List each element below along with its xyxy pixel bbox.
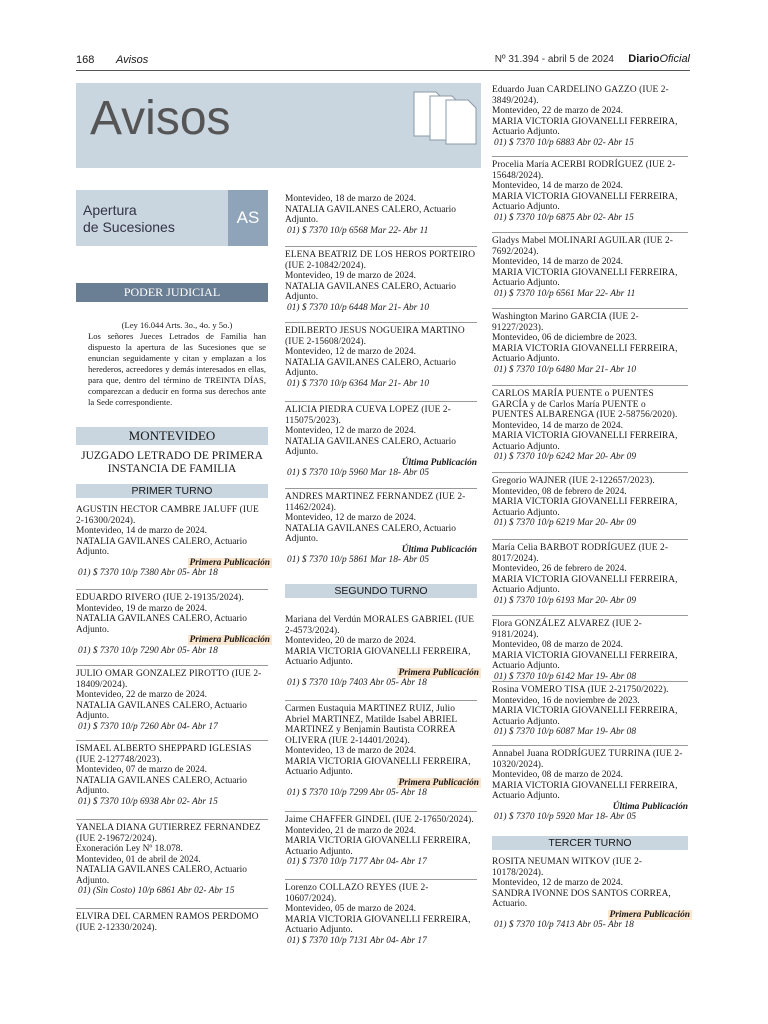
notice-line: Montevideo, 14 de marzo de 2024.	[492, 420, 623, 431]
notice	[492, 619, 688, 682]
notice-separator	[285, 879, 477, 880]
notice-reference: 01) $ 7370 10/p 7403 Abr 05- Abr 18	[287, 678, 427, 688]
notice-line: Montevideo, 26 de febrero de 2024.	[492, 564, 627, 574]
notice-reference: 01) $ 7370 10/p 6219 Mar 20- Abr 09	[494, 518, 637, 528]
notice-separator	[76, 589, 268, 590]
notice-line: MARIA VICTORIA GIOVANELLI FERREIRA, Actuario Adjunto.	[285, 756, 471, 777]
notice	[285, 615, 477, 689]
notice	[285, 492, 477, 566]
notice-line: Montevideo, 14 de marzo de 2024.	[76, 526, 207, 536]
notice	[285, 250, 477, 313]
notice	[492, 476, 688, 529]
notice-line: NATALIA GAVILANES CALERO, Actuario Adjunto.	[285, 523, 456, 544]
notice-line: NATALIA GAVILANES CALERO, Actuario Adjunto.	[285, 436, 456, 457]
notice-line: MARIA VICTORIA GIOVANELLI FERREIRA, Actuario Adjunto.	[285, 914, 471, 935]
notice-line: NATALIA GAVILANES CALERO, Actuario Adjunto.	[76, 700, 247, 721]
notice	[492, 85, 688, 148]
notice	[492, 160, 688, 223]
notice-line: MARIA VICTORIA GIOVANELLI FERREIRA, Actuario Adjunto.	[492, 780, 678, 801]
notice-separator	[285, 322, 477, 323]
primera-publicacion-label: Primera Publicación	[398, 777, 479, 788]
notice-heading: ROSITA NEUMAN WITKOV (IUE 2-10178/2024).	[492, 857, 643, 878]
notice-reference: 01) $ 7370 10/p 6448 Mar 21- Abr 10	[287, 302, 430, 313]
notice-separator	[285, 401, 477, 402]
juzgado-heading: JUZGADO LETRADO DE PRIMERA INSTANCIA DE FAMILIA	[81, 450, 263, 475]
notice-separator	[492, 472, 688, 473]
notice-heading: María Celia BARBOT RODRÍGUEZ (IUE 2-8017/2024).	[492, 543, 669, 564]
notice-line: Montevideo, 18 de marzo de 2024.	[285, 194, 416, 204]
notice-reference: 01) $ 7370 10/p 7131 Abr 04- Abr 17	[287, 935, 427, 946]
notice-line: MARIA VICTORIA GIOVANELLI FERREIRA, Actuario Adjunto.	[492, 191, 678, 212]
notice-reference: 01) $ 7370 10/p 7380 Abr 05- Abr 18	[78, 568, 218, 578]
notice-reference: 01) $ 7370 10/p 7260 Abr 04- Abr 17	[78, 721, 218, 732]
notice-heading: Rosina VOMERO TISA (IUE 2-21750/2022).	[492, 685, 669, 695]
notice-heading: ELVIRA DEL CARMEN RAMOS PERDOMO (IUE 2-12330/2024).	[76, 912, 259, 933]
montevideo-heading: MONTEVIDEO	[76, 427, 268, 445]
notice-line: Montevideo, 01 de abril de 2024.	[76, 854, 201, 865]
notice-heading: AGUSTIN HECTOR CAMBRE JALUFF (IUE 2-16300/2024).	[76, 505, 259, 526]
notice-reference: 01) $ 7370 10/p 6364 Mar 21- Abr 10	[287, 378, 430, 389]
notice-line: Montevideo, 14 de marzo de 2024.	[492, 181, 623, 191]
notice-heading: YANELA DIANA GUTIERREZ FERNANDEZ (IUE 2-19672/2024).	[76, 823, 261, 844]
notice-reference: 01) $ 7370 10/p 6193 Mar 20- Abr 09	[494, 595, 637, 606]
notice-reference: 01) $ 7370 10/p 6883 Abr 02- Abr 15	[494, 137, 634, 148]
notice-line: NATALIA GAVILANES CALERO, Actuario Adjunto.	[285, 357, 456, 378]
notice-line: Montevideo, 19 de marzo de 2024.	[76, 603, 207, 614]
primera-publicacion-label: Primera Publicación	[189, 635, 270, 645]
notice-heading: Mariana del Verdún MORALES GABRIEL (IUE 2-4573/2024).	[285, 615, 475, 636]
notice-line: Montevideo, 14 de marzo de 2024.	[492, 257, 623, 267]
primera-publicacion-label: Primera Publicación	[398, 667, 479, 678]
primera-publicacion	[76, 558, 272, 569]
notice-line: Montevideo, 22 de marzo de 2024.	[76, 690, 207, 700]
notice-heading: ANDRES MARTINEZ FERNANDEZ (IUE 2-11462/2024).	[285, 492, 466, 513]
notice-line: Montevideo, 12 de marzo de 2024.	[285, 513, 416, 523]
notice-line: MARIA VICTORIA GIOVANELLI FERREIRA, Actuario Adjunto.	[492, 650, 678, 671]
notice	[76, 593, 268, 656]
notice	[76, 744, 268, 807]
notice-line: Montevideo, 13 de marzo de 2024.	[285, 746, 416, 756]
notice-heading: Gregorio WAJNER (IUE 2-122657/2023).	[492, 476, 655, 486]
notice-reference: 01) $ 7370 10/p 5861 Mar 18- Abr 05	[287, 555, 430, 565]
notice-line: Montevideo, 07 de marzo de 2024.	[76, 765, 207, 775]
notice-line: NATALIA GAVILANES CALERO, Actuario Adjunto.	[76, 775, 247, 796]
notice-heading: Jaime CHAFFER GINDEL (IUE 2-17650/2024).	[285, 815, 474, 825]
intro-text	[88, 320, 266, 408]
notice-line: MARIA VICTORIA GIOVANELLI FERREIRA, Actuario Adjunto.	[492, 706, 678, 727]
notice-line: NATALIA GAVILANES CALERO, Actuario Adjunto.	[285, 281, 456, 302]
notice-line: Montevideo, 19 de marzo de 2024.	[285, 271, 416, 281]
intro-paragraph: Los señores Jueces Letrados de Familia han dispuesto la apertura de las Sucesiones que se enuncian seguidamente y citan y emplazan a los herederos, acreedores y demás interesados en ellas, para que, dentro del término de TREINTA DÍAS, comparezcan a deducir en forma sus derechos ante la Sede correspondiente.	[88, 331, 266, 407]
notice-heading: Washington Marino GARCIA (IUE 2-91227/2023).	[492, 312, 639, 333]
notice	[285, 815, 477, 868]
notice-separator	[492, 745, 688, 746]
notice-heading: ALICIA PIEDRA CUEVA LOPEZ (IUE 2-115075/2023).	[285, 405, 451, 426]
tercer-turno-heading: TERCER TURNO	[492, 836, 688, 850]
notice-reference: 01) $ 7370 10/p 6568 Mar 22- Abr 11	[287, 225, 429, 236]
primera-publicacion	[285, 778, 481, 789]
primera-publicacion	[285, 668, 481, 679]
documents-icon	[410, 86, 480, 156]
notice-line: Montevideo, 12 de marzo de 2024.	[285, 426, 416, 436]
notice-reference: 01) $ 7370 10/p 6938 Abr 02- Abr 15	[78, 796, 218, 807]
notice-heading: ISMAEL ALBERTO SHEPPARD IGLESIAS (IUE 2-127748/2023).	[76, 744, 252, 765]
notice-reference: 01) (Sin Costo) 10/p 6861 Abr 02- Abr 15	[78, 886, 235, 896]
notice	[492, 685, 688, 738]
notice-line: MARIA VICTORIA GIOVANELLI FERREIRA, Actuario Adjunto.	[492, 574, 678, 595]
notice-line: MARIA VICTORIA GIOVANELLI FERREIRA, Actuario Adjunto.	[492, 497, 678, 518]
notice	[76, 505, 268, 579]
page-header	[76, 52, 690, 71]
notice-heading: Procelia María ACERBI RODRÍGUEZ (IUE 2-15648/2024).	[492, 160, 676, 181]
notice-line: MARIA VICTORIA GIOVANELLI FERREIRA, Actuario Adjunto.	[285, 836, 471, 857]
notice-heading: Eduardo Juan CARDELINO GAZZO (IUE 2-3849/2024).	[492, 85, 669, 106]
notice-separator	[492, 539, 688, 540]
notice-reference: 01) $ 7370 10/p 7290 Abr 05- Abr 18	[78, 645, 218, 656]
notice-separator	[285, 246, 477, 247]
poder-judicial-heading: PODER JUDICIAL	[76, 283, 268, 302]
notice-line: Montevideo, 16 de noviembre de 2023.	[492, 695, 640, 706]
notice-line: NATALIA GAVILANES CALERO, Actuario Adjunto.	[285, 204, 456, 225]
notice-reference: 01) $ 7370 10/p 5920 Mar 18- Abr 05	[494, 812, 637, 822]
section-abbr: AS	[228, 190, 268, 246]
notice-separator	[285, 700, 477, 701]
notice-line: MARIA VICTORIA GIOVANELLI FERREIRA, Actuario Adjunto.	[492, 343, 678, 364]
notice-separator	[76, 740, 268, 741]
notice-line: Montevideo, 08 de febrero de 2024.	[492, 486, 627, 497]
notice-heading: ELENA BEATRIZ DE LOS HEROS PORTEIRO (IUE 2-10842/2024).	[285, 250, 476, 271]
notice	[492, 389, 688, 463]
notice-separator	[492, 232, 688, 233]
notice-heading: Annabel Juana RODRÍGUEZ TURRINA (IUE 2-10320/2024).	[492, 749, 683, 770]
notice-reference: 01) $ 7370 10/p 6480 Mar 21- Abr 10	[494, 364, 637, 375]
notice-heading: CARLOS MARÍA PUENTE o PUENTES GARCÍA y de Carlos María PUENTE o PUENTES ALBARENGA (IUE 2-58756/2020).	[492, 389, 678, 420]
notice-reference: 01) $ 7370 10/p 7413 Abr 05- Abr 18	[494, 920, 634, 930]
notice-line: Montevideo, 22 de marzo de 2024.	[492, 106, 623, 116]
notice-line: Montevideo, 05 de marzo de 2024.	[285, 904, 416, 914]
section-box-line1: Apertura	[83, 202, 137, 218]
notice	[285, 704, 477, 799]
notice	[492, 236, 688, 299]
notice	[285, 194, 477, 236]
notice-separator	[285, 811, 477, 812]
notice	[492, 749, 688, 823]
notice-line: MARIA VICTORIA GIOVANELLI FERREIRA, Actuario Adjunto.	[285, 646, 471, 667]
notice-heading: Flora GONZÁLEZ ALVAREZ (IUE 2-9181/2024).	[492, 619, 642, 640]
notice-heading: Lorenzo COLLAZO REYES (IUE 2-10607/2024).	[285, 883, 429, 904]
notice-heading: Carmen Eustaquia MARTINEZ RUIZ, Julio Abriel MARTINEZ, Matilde Isabel ABRIEL MARTINEZ y Benjamin Bautista CORREA OLIVERA (IUE 2-14401/2024).	[285, 704, 457, 746]
notice-separator	[76, 908, 268, 909]
notice-line: MARIA VICTORIA GIOVANELLI FERREIRA, Actuario Adjunto.	[492, 431, 678, 452]
notice-line: Montevideo, 12 de marzo de 2024.	[285, 347, 416, 357]
section-box	[76, 190, 268, 246]
notice	[76, 912, 268, 933]
notice	[285, 883, 477, 946]
notice-line: SANDRA IVONNE DOS SANTOS CORREA, Actuario.	[492, 888, 671, 909]
notice	[285, 405, 477, 479]
notice	[285, 326, 477, 389]
notice	[76, 823, 268, 897]
notice-separator	[76, 819, 268, 820]
notice-separator	[76, 665, 268, 666]
ultima-publicacion: Última Publicación	[401, 544, 477, 555]
primera-publicacion	[76, 635, 272, 646]
notice	[492, 312, 688, 375]
notice-line: NATALIA GAVILANES CALERO, Actuario Adjunto.	[76, 614, 247, 635]
ultima-publicacion: Última Publicación	[612, 801, 688, 812]
page-number: 168	[76, 54, 95, 66]
notice-reference: 01) $ 7370 10/p 6087 Mar 19- Abr 08	[494, 727, 637, 737]
ultima-publicacion: Última Publicación	[401, 457, 477, 468]
notice-separator	[492, 308, 688, 309]
notice-line: NATALIA GAVILANES CALERO, Actuario Adjunto.	[76, 536, 247, 557]
notice-separator	[285, 488, 477, 489]
notice-line: Montevideo, 12 de marzo de 2024.	[492, 878, 623, 888]
law-reference: (Ley 16.044 Arts. 3o., 4o. y 5o.)	[121, 320, 233, 330]
notice-line: Montevideo, 20 de marzo de 2024.	[285, 636, 416, 646]
notice-reference: 01) $ 7370 10/p 7299 Abr 05- Abr 18	[287, 788, 427, 798]
notice-reference: 01) $ 7370 10/p 6142 Mar 19- Abr 08	[494, 671, 637, 682]
notice-line: NATALIA GAVILANES CALERO, Actuario Adjunto.	[76, 865, 247, 886]
banner-title: Avisos	[90, 92, 231, 145]
notice-line: Montevideo, 06 de diciembre de 2023.	[492, 333, 638, 343]
issue-info: Nº 31.394 - abril 5 de 2024	[494, 54, 614, 65]
section-box-line2: de Sucesiones	[83, 219, 175, 235]
notice-separator	[492, 156, 688, 157]
notice-reference: 01) $ 7370 10/p 5960 Mar 18- Abr 05	[287, 468, 430, 478]
notice-reference: 01) $ 7370 10/p 7177 Abr 04- Abr 17	[287, 857, 427, 867]
notice	[492, 857, 688, 931]
segundo-turno-heading: SEGUNDO TURNO	[285, 584, 477, 598]
primera-publicacion	[492, 910, 692, 921]
notice-separator	[492, 385, 688, 386]
notice-reference: 01) $ 7370 10/p 6875 Abr 02- Abr 15	[494, 212, 634, 223]
notice-line: MARIA VICTORIA GIOVANELLI FERREIRA, Actuario Adjunto.	[492, 116, 678, 137]
notice-separator	[492, 681, 688, 682]
notice-line: Montevideo, 08 de marzo de 2024.	[492, 770, 623, 780]
notice-separator	[492, 615, 688, 616]
notice-reference: 01) $ 7370 10/p 6561 Mar 22- Abr 11	[494, 288, 636, 299]
notice-line: MARIA VICTORIA GIOVANELLI FERREIRA, Actuario Adjunto.	[492, 267, 678, 288]
notice-heading: JULIO OMAR GONZALEZ PIROTTO (IUE 2-18409/2024).	[76, 669, 262, 690]
section-name: Avisos	[116, 54, 149, 66]
notice-heading: EDUARDO RIVERO (IUE 2-19135/2024).	[76, 593, 244, 603]
notice-line: Montevideo, 08 de marzo de 2024.	[492, 640, 623, 650]
notice-reference: 01) $ 7370 10/p 6242 Mar 20- Abr 09	[494, 452, 637, 462]
notice	[76, 669, 268, 732]
notice	[492, 543, 688, 606]
primera-publicacion-label: Primera Publicación	[609, 909, 690, 920]
notice-heading: EDILBERTO JESUS NOGUEIRA MARTINO (IUE 2-15608/2024).	[285, 326, 465, 347]
primera-publicacion-label: Primera Publicación	[189, 557, 270, 568]
primer-turno-heading: PRIMER TURNO	[76, 484, 268, 498]
brand-logo: DiarioOficial	[628, 53, 690, 65]
notice-heading: Gladys Mabel MOLINARI AGUILAR (IUE 2-7692/2024).	[492, 236, 674, 257]
notice-line: Exoneración Ley Nº 18.078.	[76, 844, 183, 854]
notice-line: Montevideo, 21 de marzo de 2024.	[285, 825, 416, 836]
